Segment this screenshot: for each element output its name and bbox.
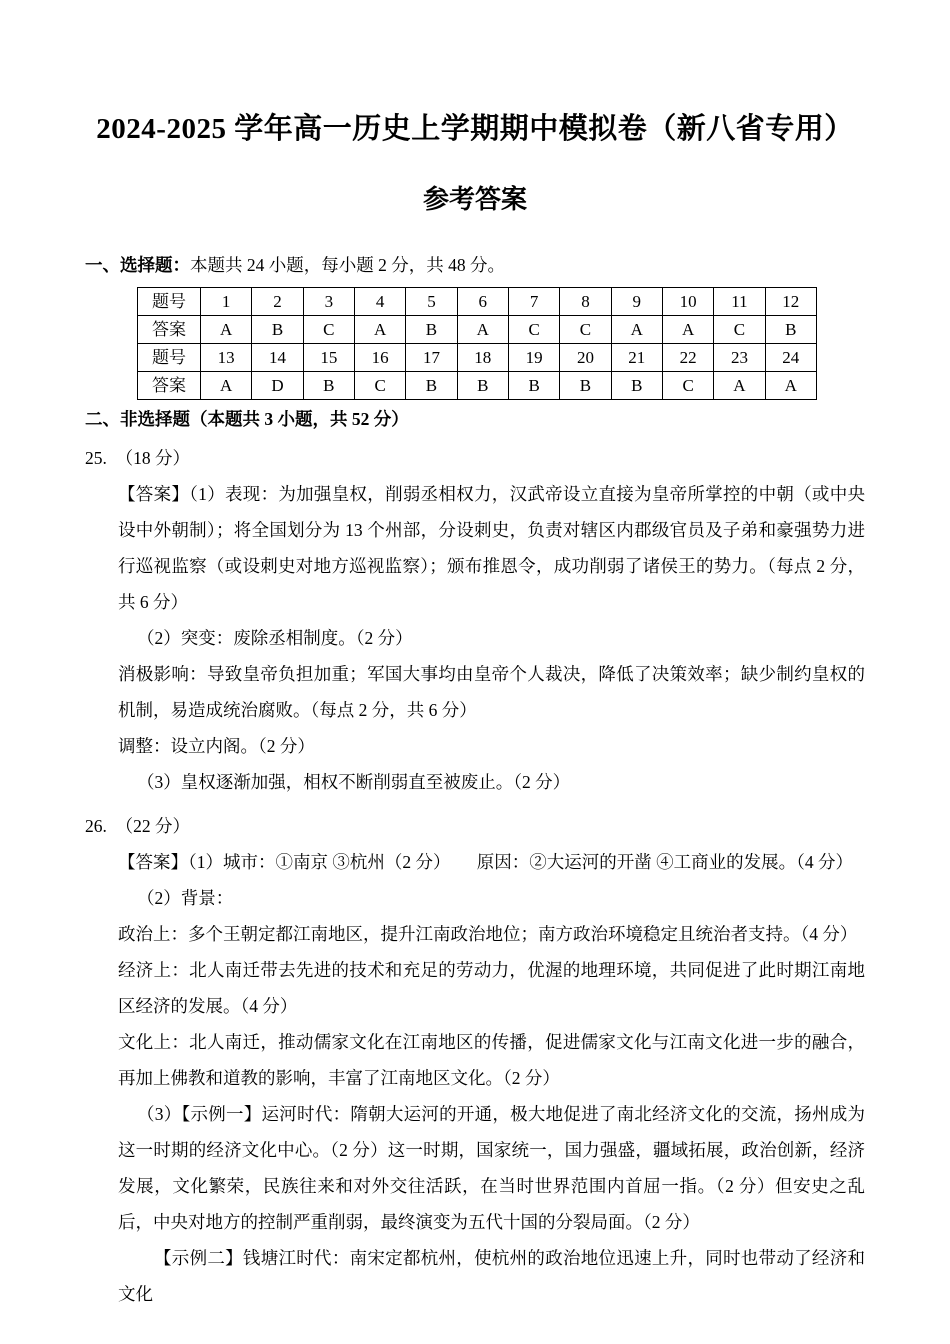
- answer-paragraph: 【答案】（1）表现：为加强皇权，削弱丞相权力，汉武帝设立直接为皇帝所掌控的中朝（或中央设中外朝制）；将全国划分为 13 个州部，分设刺史，负责对辖区内郡级官员及子弟和豪强势力进行巡视监察（或设刺史对地方巡视监察）；颁布推恩令，成功削弱了诸侯王的势力。（每点 2 分，共 6 分）: [118, 484, 865, 613]
- question-number-26: 26. （22 分）: [85, 816, 190, 837]
- table-cell: 18: [457, 344, 508, 372]
- table-cell: 9: [611, 288, 662, 316]
- answer-table-container: [85, 278, 865, 400]
- table-cell: C: [714, 316, 765, 344]
- table-cell: B: [560, 372, 611, 400]
- answer-paragraph: 消极影响：导致皇帝负担加重；军国大事均由皇帝个人裁决，降低了决策效率；缺少制约皇权的机制，易造成统治腐败。（每点 2 分，共 6 分）: [118, 664, 865, 721]
- table-cell: B: [406, 372, 457, 400]
- table-row: [138, 372, 817, 400]
- table-cell: B: [406, 316, 457, 344]
- table-cell: C: [508, 316, 559, 344]
- answer-paragraph: 文化上：北人南迁，推动儒家文化在江南地区的传播，促进儒家文化与江南文化进一步的融合，再加上佛教和道教的影响，丰富了江南地区文化。（2 分）: [118, 1032, 865, 1089]
- row-label: 题号: [138, 288, 201, 316]
- table-cell: A: [354, 316, 405, 344]
- multiple-choice-answer-table: [137, 287, 817, 400]
- answer-paragraph: 经济上：北人南迁带去先进的技术和充足的劳动力，优渥的地理环境，共同促进了此时期江南地区经济的发展。（4 分）: [118, 960, 865, 1017]
- table-cell: 8: [560, 288, 611, 316]
- answer-paragraph: 调整：设立内阁。（2 分）: [118, 736, 315, 757]
- answer-paragraph: （2）突变：废除丞相制度。（2 分）: [137, 628, 413, 649]
- table-cell: 17: [406, 344, 457, 372]
- table-row: [138, 288, 817, 316]
- table-row: [138, 316, 817, 344]
- answer-paragraph: 【答案】（1）城市：①南京 ③杭州（2 分） 原因：②大运河的开凿 ④工商业的发展。（4 分）: [118, 852, 853, 873]
- table-cell: 14: [252, 344, 303, 372]
- table-cell: 19: [508, 344, 559, 372]
- table-cell: 12: [765, 288, 816, 316]
- table-cell: D: [252, 372, 303, 400]
- table-cell: 4: [354, 288, 405, 316]
- page-subtitle: 参考答案: [422, 184, 527, 214]
- table-row: [138, 344, 817, 372]
- row-label: 答案: [138, 372, 201, 400]
- answer-paragraph: （2）背景：: [137, 888, 234, 909]
- question-number-25: 25. （18 分）: [85, 448, 190, 469]
- table-cell: A: [765, 372, 816, 400]
- table-cell: A: [201, 316, 252, 344]
- section-one-heading: [85, 216, 865, 278]
- table-cell: C: [560, 316, 611, 344]
- answer-paragraph: （3）皇权逐渐加强，相权不断削弱直至被废止。（2 分）: [137, 772, 571, 793]
- table-cell: A: [714, 372, 765, 400]
- table-cell: A: [662, 316, 713, 344]
- table-cell: 24: [765, 344, 816, 372]
- table-cell: A: [457, 316, 508, 344]
- section-one-heading-detail: 本题共 24 小题，每小题 2 分，共 48 分。: [190, 254, 505, 275]
- table-cell: B: [457, 372, 508, 400]
- table-cell: B: [508, 372, 559, 400]
- answer-paragraph: （3）【示例一】运河时代：隋朝大运河的开通，极大地促进了南北经济文化的交流，扬州成为这一时期的经济文化中心。（2 分）这一时期，国家统一，国力强盛，疆域拓展，政治创新，经济发展，文化繁荣，民族往来和对外交往活跃，在当时世界范围内首屈一指。（2 分）但安史之乱后，中央对地方的控制严重削弱，最终演变为五代十国的分裂局面。（2 分）: [118, 1104, 865, 1233]
- table-cell: 20: [560, 344, 611, 372]
- table-cell: 2: [252, 288, 303, 316]
- table-cell: B: [303, 372, 354, 400]
- table-cell: A: [611, 316, 662, 344]
- table-cell: C: [354, 372, 405, 400]
- section-one-heading-label: 一、选择题：: [85, 254, 190, 275]
- page-title: 2024-2025 学年高一历史上学期期中模拟卷（新八省专用）: [96, 113, 854, 145]
- table-cell: 1: [201, 288, 252, 316]
- table-cell: 23: [714, 344, 765, 372]
- table-cell: C: [662, 372, 713, 400]
- row-label: 题号: [138, 344, 201, 372]
- table-cell: B: [611, 372, 662, 400]
- table-cell: 11: [714, 288, 765, 316]
- table-cell: A: [201, 372, 252, 400]
- answer-paragraph: 【示例二】钱塘江时代：南宋定都杭州，使杭州的政治地位迅速上升，同时也带动了经济和文化: [118, 1248, 865, 1305]
- row-label: 答案: [138, 316, 201, 344]
- table-cell: C: [303, 316, 354, 344]
- table-cell: 6: [457, 288, 508, 316]
- table-cell: 5: [406, 288, 457, 316]
- table-cell: 16: [354, 344, 405, 372]
- table-cell: 21: [611, 344, 662, 372]
- table-cell: 3: [303, 288, 354, 316]
- table-cell: B: [252, 316, 303, 344]
- table-cell: 10: [662, 288, 713, 316]
- section-two-heading: 二、非选择题（本题共 3 小题，共 52 分）: [85, 409, 409, 430]
- table-cell: 15: [303, 344, 354, 372]
- table-cell: 7: [508, 288, 559, 316]
- table-cell: B: [765, 316, 816, 344]
- answer-paragraph: 政治上：多个王朝定都江南地区，提升江南政治地位；南方政治环境稳定且统治者支持。（4 分）: [118, 924, 858, 945]
- table-cell: 22: [662, 344, 713, 372]
- table-cell: 13: [201, 344, 252, 372]
